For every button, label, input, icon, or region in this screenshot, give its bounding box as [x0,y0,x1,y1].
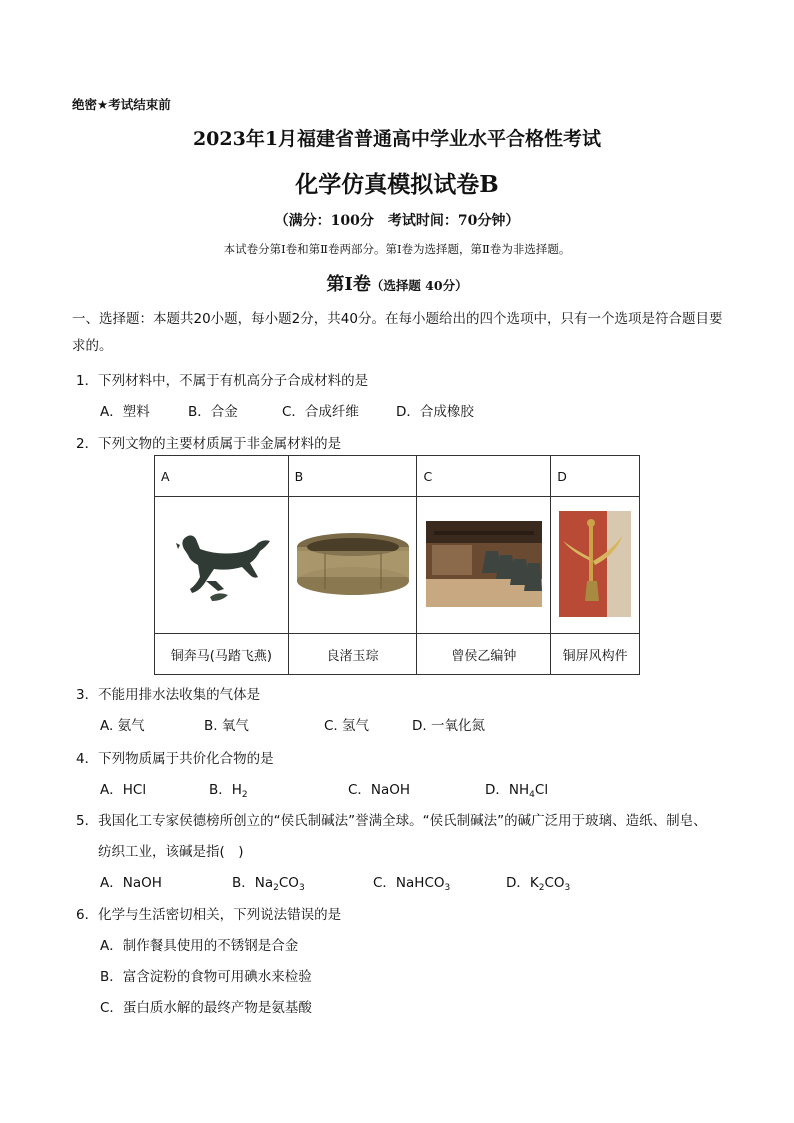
question-1-options [100,400,474,420]
exam-title: 2023年1月福建省普通高中学业水平合格性考试 [192,128,602,150]
question-5-stem: 5．我国化工专家侯德榜所创立的“侯氏制碱法”誉满全球。“侯氏制碱法”的碱广泛用于玻璃、造纸、制皂、 [76,813,707,829]
jade-cong-image [295,529,411,599]
artifact-image-c [417,497,551,634]
question-5-options [100,871,570,893]
caption-b: 良渚玉琮 [288,634,417,675]
option-c: C. 氢气 [324,718,370,734]
question-3-stem: 3．不能用排水法收集的气体是 [76,687,261,703]
question-4-options [100,778,548,800]
option-c: C．合成纤维 [282,404,359,420]
artifact-header-row [155,456,640,497]
paper-title: 化学仿真模拟试卷B [295,171,499,198]
option-b: B．合金 [188,404,238,420]
bells-image [426,521,542,607]
artifact-image-row [155,497,640,634]
bronze-horse-image [166,519,276,609]
bronze-screen-part-image [559,511,631,617]
artifact-image-b [288,497,417,634]
header-a: A [155,456,289,497]
volume-title: 第Ⅰ卷 [326,274,371,295]
artifact-image-d [551,497,640,634]
option-b: B．$H_2$ [209,782,248,800]
question-6-option-a: A．制作餐具使用的不锈钢是合金 [100,938,299,954]
score-time-info: （满分：100分 考试时间：70分钟） [274,213,520,229]
question-3-options [100,714,485,734]
question-6-stem: 6．化学与生活密切相关，下列说法错误的是 [76,907,342,923]
artifact-image-a [155,497,289,634]
option-a: A. 氨气 [100,718,145,734]
artifact-table [154,455,640,675]
question-2-stem: 2．下列文物的主要材质属于非金属材料的是 [76,436,342,452]
volume-heading [0,270,794,296]
artifact-caption-row [155,634,640,675]
option-c: C．NaHCO$_3$ [373,875,451,893]
option-a: A．HCl [100,782,147,798]
section-intro: 一、选择题：本题共20小题，每小题2分，共40分。在每小题给出的四个选项中，只有一个选项是符合题目要求的。 [72,311,723,354]
option-a: A．塑料 [100,404,150,420]
header-c: C [417,456,551,497]
volume-subtitle: （选择题 40分） [370,278,468,293]
caption-c: 曾侯乙编钟 [417,634,551,675]
header-d: D [551,456,640,497]
option-b: B．$Na_2CO_3$ [232,875,305,893]
question-6-option-c: C．蛋白质水解的最终产物是氨基酸 [100,1000,312,1016]
caption-d: 铜屏风构件 [551,634,640,675]
option-d: D．$NH_4Cl$ [485,782,549,800]
question-4-stem: 4．下列物质属于共价化合物的是 [76,751,274,767]
option-d: D．合成橡胶 [396,404,474,420]
header-b: B [288,456,417,497]
option-d: D. 一氧化氮 [412,718,485,734]
option-a: A．NaOH [100,875,162,891]
confidential-label: 绝密★考试结束前 [72,97,171,112]
question-6-option-b: B．富含淀粉的食物可用碘水来检验 [100,969,312,985]
paper-structure-note: 本试卷分第Ⅰ卷和第Ⅱ卷两部分。第Ⅰ卷为选择题，第Ⅱ卷为非选择题。 [223,242,571,256]
question-5-stem-continued: 纺织工业，该碱是指( ) [98,844,244,860]
option-b: B. 氧气 [204,718,249,734]
caption-a: 铜奔马(马踏飞燕) [155,634,289,675]
option-d: D．$K_2CO_3$ [506,875,571,893]
question-1-stem: 1．下列材料中，不属于有机高分子合成材料的是 [76,373,369,389]
option-c: C．NaOH [348,782,411,798]
